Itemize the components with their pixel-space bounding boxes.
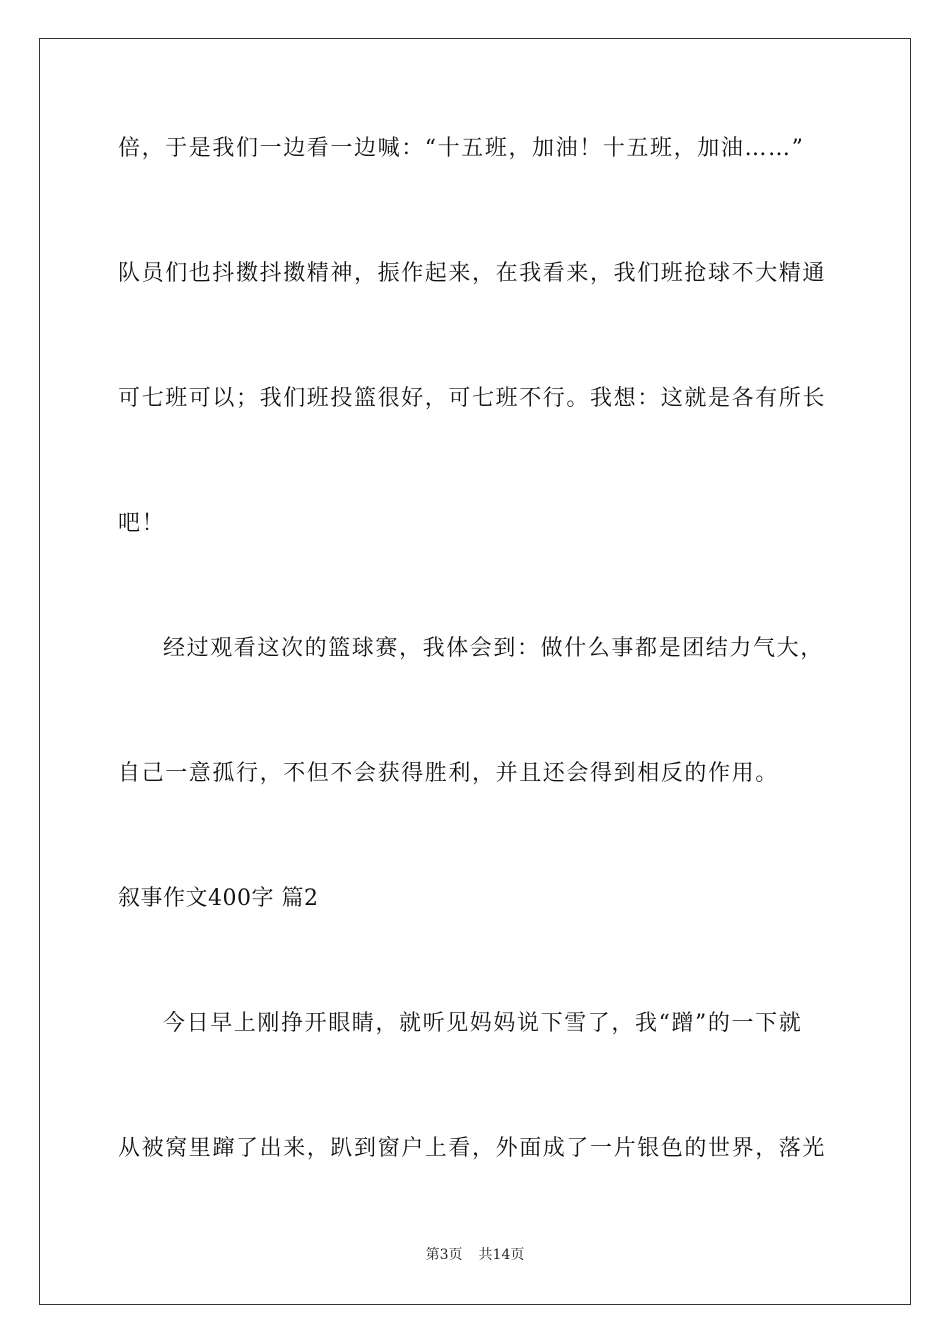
body-line-8: 从被窝里蹿了出来，趴到窗户上看，外面成了一片银色的世界，落光	[118, 1136, 827, 1161]
section-heading: 叙事作文400字 篇2	[118, 886, 319, 911]
page-total: 共14页	[478, 1247, 525, 1263]
body-line-7: 今日早上刚挣开眼睛，就听见妈妈说下雪了，我“蹭”的一下就	[163, 1011, 803, 1036]
body-line-6: 自己一意孤行，不但不会获得胜利，并且还会得到相反的作用。	[118, 761, 779, 786]
body-line-3: 可七班可以；我们班投篮很好，可七班不行。我想：这就是各有所长	[118, 386, 827, 411]
body-line-2: 队员们也抖擞抖擞精神，振作起来，在我看来，我们班抢球不大精通	[118, 261, 827, 286]
page-footer	[0, 1246, 950, 1264]
body-line-4: 吧！	[118, 511, 166, 536]
body-line-1: 倍，于是我们一边看一边喊：“十五班，加油！十五班，加油……”	[118, 136, 805, 161]
body-line-5: 经过观看这次的篮球赛，我体会到：做什么事都是团结力气大，	[163, 636, 824, 661]
page-number: 第3页	[425, 1247, 463, 1263]
page-border	[39, 38, 911, 1305]
